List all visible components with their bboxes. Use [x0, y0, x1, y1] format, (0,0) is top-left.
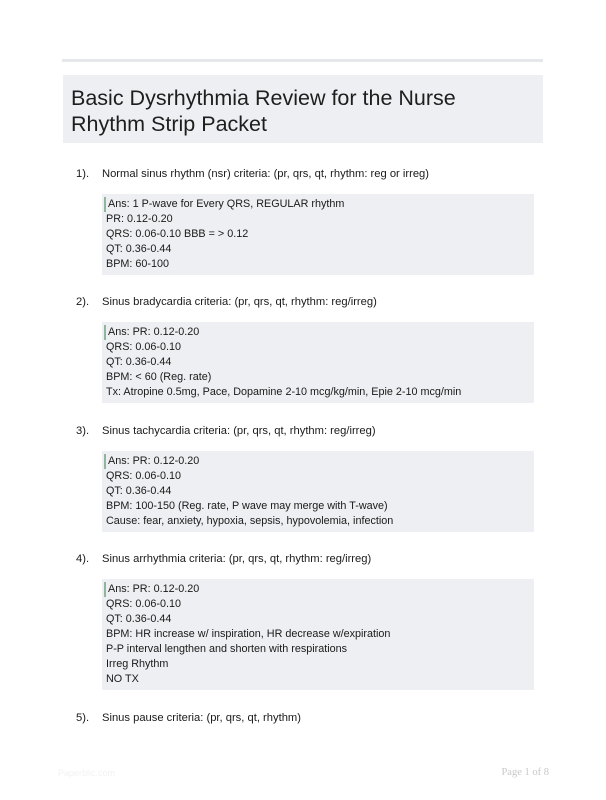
title-banner	[63, 75, 543, 143]
answer-line: Tx: Atropine 0.5mg, Pace, Dopamine 2-10 mcg/kg/min, Epie 2-10 mcg/min	[106, 386, 462, 398]
question-item	[76, 552, 546, 690]
answer-line: QRS: 0.06-0.10	[106, 341, 182, 353]
answer-line: QT: 0.36-0.44	[106, 485, 172, 497]
answer-line: Cause: fear, anxiety, hypoxia, sepsis, hypovolemia, infection	[106, 515, 394, 527]
answer-line: BPM: 60-100	[106, 258, 170, 270]
question-text: Sinus arrhythmia criteria: (pr, qrs, qt, rhythm: reg/irreg)	[102, 553, 372, 565]
top-divider	[62, 59, 543, 62]
question-number: 1).	[76, 168, 90, 180]
answer-line: Irreg Rhythm	[106, 658, 169, 670]
question-text: Sinus tachycardia criteria: (pr, qrs, qt, rhythm: reg/irreg)	[102, 425, 376, 437]
answer-line: Ans: PR: 0.12-0.20	[104, 325, 530, 340]
answer-line: Ans: PR: 0.12-0.20	[104, 582, 530, 597]
question-number: 5).	[76, 712, 90, 724]
question-item	[76, 167, 546, 275]
page-number: Page 1 of 8	[501, 767, 549, 778]
answer-box	[102, 194, 534, 275]
question-text: Sinus pause criteria: (pr, qrs, qt, rhythm)	[102, 712, 301, 724]
answer-line: PR: 0.12-0.20	[106, 213, 173, 225]
answer-line: BPM: 100-150 (Reg. rate, P wave may merge with T-wave)	[106, 500, 388, 512]
answer-line: QT: 0.36-0.44	[106, 613, 172, 625]
answer-line: Ans: 1 P-wave for Every QRS, REGULAR rhythm	[104, 197, 530, 212]
answer-line: QT: 0.36-0.44	[106, 243, 172, 255]
question-number: 4).	[76, 553, 90, 565]
question-item	[76, 711, 546, 725]
question-item	[76, 295, 546, 403]
document-title: Basic Dysrhythmia Review for the Nurse Rhythm Strip Packet	[71, 86, 456, 136]
question-number: 2).	[76, 296, 90, 308]
answer-line: QT: 0.36-0.44	[106, 356, 172, 368]
question-text: Normal sinus rhythm (nsr) criteria: (pr, qrs, qt, rhythm: reg or irreg)	[102, 168, 429, 180]
answer-box	[102, 579, 534, 690]
question-item	[76, 424, 546, 532]
question-text: Sinus bradycardia criteria: (pr, qrs, qt, rhythm: reg/irreg)	[102, 296, 377, 308]
answer-line: NO TX	[106, 673, 139, 685]
footer-watermark: Paperblic.com	[58, 768, 116, 778]
answer-line: QRS: 0.06-0.10 BBB = > 0.12	[106, 228, 249, 240]
answer-box	[102, 322, 534, 403]
answer-line: BPM: < 60 (Reg. rate)	[106, 371, 212, 383]
answer-line: QRS: 0.06-0.10	[106, 598, 182, 610]
answer-line: QRS: 0.06-0.10	[106, 470, 182, 482]
answer-line: BPM: HR increase w/ inspiration, HR decrease w/expiration	[106, 628, 391, 640]
answer-box	[102, 451, 534, 532]
answer-line: P-P interval lengthen and shorten with respirations	[106, 643, 348, 655]
answer-line: Ans: PR: 0.12-0.20	[104, 454, 530, 469]
question-number: 3).	[76, 425, 90, 437]
